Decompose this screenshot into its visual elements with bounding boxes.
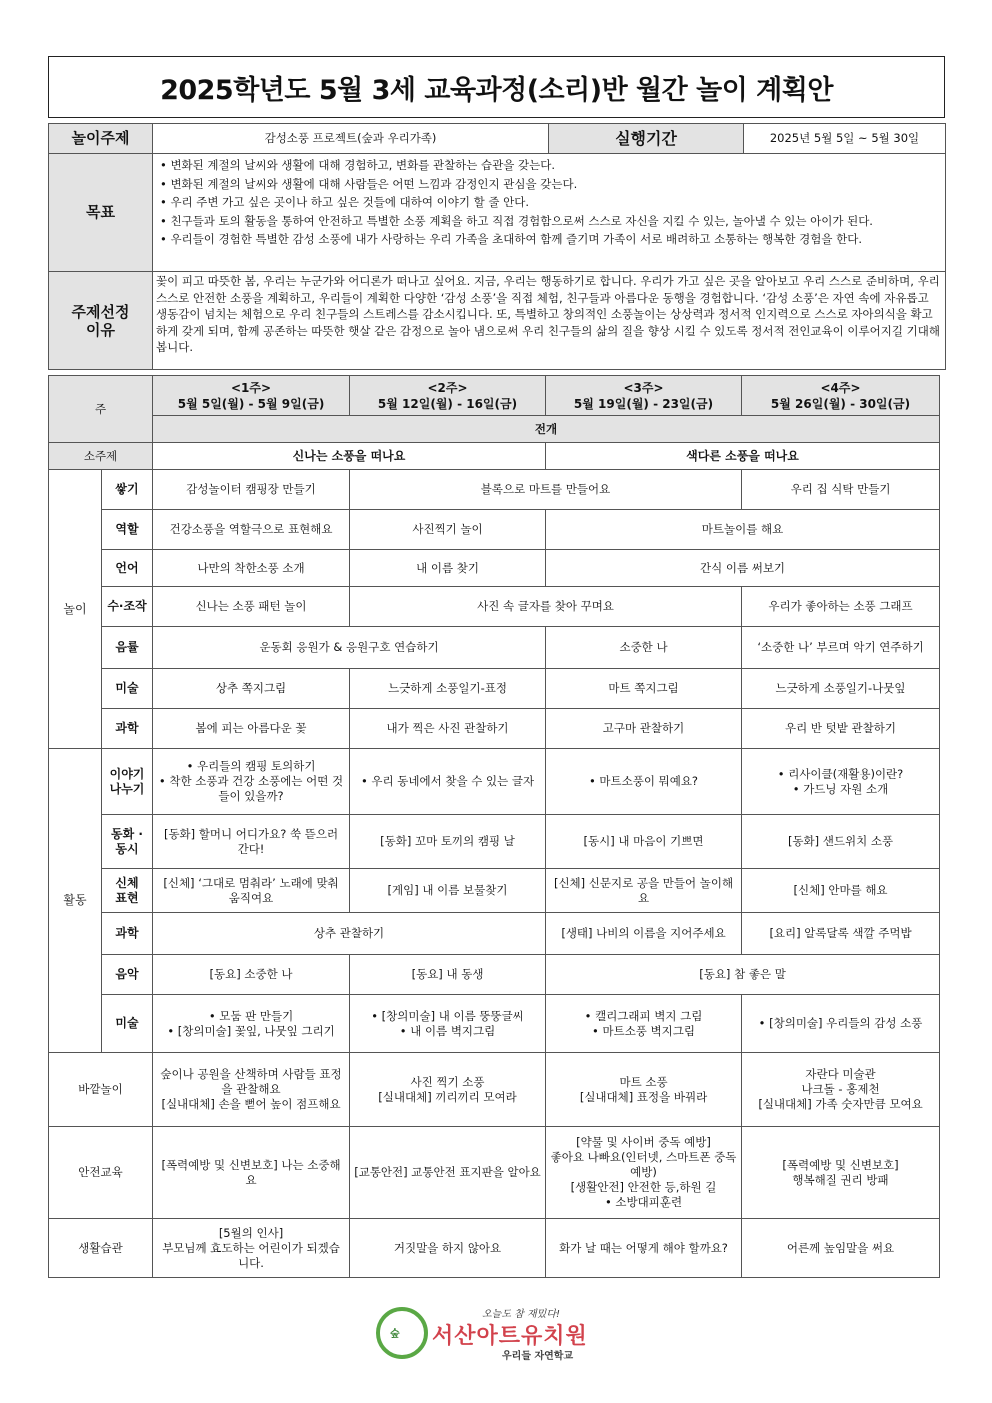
week-1-range: 5월 5일(월) - 5월 9일(금) bbox=[177, 396, 325, 411]
subtopic-2: 색다른 소풍을 떠나요 bbox=[546, 443, 940, 470]
play-sci-label: 과학 bbox=[102, 709, 153, 749]
list-item: • 우리 동네에서 찾을 수 있는 글자 bbox=[360, 774, 535, 788]
list-item: 화가 날 때는 어떻게 해야 할까요? bbox=[559, 1240, 728, 1255]
play-art-label: 미술 bbox=[102, 669, 153, 709]
week-4-range: 5월 26일(월) - 30일(금) bbox=[770, 396, 911, 411]
list-item: 숲이나 공원을 산책하며 사람들 표정을 관찰해요 bbox=[160, 1067, 342, 1096]
play-music-w3: 소중한 나 bbox=[546, 627, 742, 669]
safety-w2 bbox=[350, 1127, 546, 1219]
play-section-label: 놀이 bbox=[49, 470, 102, 749]
act-body-w3: [신체] 신문지로 공을 만들어 놀이해요 bbox=[546, 869, 742, 913]
list-item: 자란다 미술관 bbox=[805, 1067, 876, 1081]
act-art-w4 bbox=[742, 995, 940, 1053]
info-table bbox=[48, 123, 946, 370]
play-role-w1: 건강소풍을 역할극으로 표현해요 bbox=[153, 510, 350, 550]
list-item: • 리사이클(재활용)이란? bbox=[777, 766, 904, 781]
play-math-w2-3: 사진 속 글자를 찾아 꾸며요 bbox=[350, 587, 742, 627]
act-music-w1: [동요] 소중한 나 bbox=[153, 955, 350, 995]
list-item: [실내대체] 가족 숫자만큼 모여요 bbox=[758, 1097, 923, 1111]
week-3-range: 5월 19일(월) - 23일(금) bbox=[573, 396, 714, 411]
goal-item: • 우리들이 경험한 특별한 감성 소풍에 내가 사랑하는 우리 가족을 초대하여 함께 즐기며 가족이 서로 배려하고 소통하는 행복한 경험을 한다. bbox=[160, 232, 862, 246]
week-3-header bbox=[546, 376, 742, 416]
goal-list bbox=[153, 154, 946, 272]
list-item: [교통안전] 교통안전 표지판을 알아요 bbox=[354, 1165, 541, 1179]
play-block-w2-3: 블록으로 마트를 만들어요 bbox=[350, 470, 742, 510]
act-talk-w1 bbox=[153, 749, 350, 815]
play-math-label: 수·조작 bbox=[102, 587, 153, 627]
play-lang-label: 언어 bbox=[102, 550, 153, 587]
plan-table bbox=[48, 375, 940, 1278]
reason-label-text: 주제선정 이유 bbox=[71, 302, 130, 339]
play-sci-w1: 봄에 피는 아름다운 꽃 bbox=[153, 709, 350, 749]
act-talk-w4 bbox=[742, 749, 940, 815]
list-item: • [창의미술] 우리들의 감성 소풍 bbox=[758, 1016, 923, 1030]
act-music-label: 음악 bbox=[102, 955, 153, 995]
brand-name: 서산아트유치원 bbox=[432, 1324, 588, 1349]
outdoor-label: 바깥놀이 bbox=[49, 1053, 153, 1127]
list-item: [약물 및 사이버 중독 예방] bbox=[576, 1135, 711, 1149]
play-block-w1: 감성놀이터 캠핑장 만들기 bbox=[153, 470, 350, 510]
page-title: 2025학년도 5월 3세 교육과정(소리)반 월간 놀이 계획안 bbox=[160, 74, 833, 106]
act-story-label-text: 동화 · 동시 bbox=[111, 826, 143, 856]
subtopic-label: 소주제 bbox=[49, 443, 153, 470]
act-body-w1: [신체] ‘그대로 멈춰라’ 노래에 맞춰 움직여요 bbox=[153, 869, 350, 913]
reason-text: 꽃이 피고 따뜻한 봄, 우리는 누군가와 어디론가 떠나고 싶어요. 지금, 우리는 행동하기로 합니다. 우리가 가고 싶은 곳을 알아보고 우리 스스로 준비하며, 우리 스스로 안전한 소풍을 계획하고, 우리들이 계획한 다양한 ‘감성 소풍’을 직접 체험, 친구들과 아름다운 동행을 경험합니다. ‘감성 소풍’은 자연 속에 자유롭고 생동감이 넘치는 체험으로 우리 친구들의 스트레스를 감소시킵니다. 또, 특별하고 창의적인 소풍놀이는 상상력과 정서적 인지력으로 스스로 자아의식을 확고하게 갖게 되며, 함께 공존하는 따뜻한 햇살 같은 감정으로 놀아 냄으로써 우리 친구들의 삶의 질을 향상 시킬 수 있도록 정서적 전인교육이 이루어지길 기대해 봅니다. bbox=[153, 272, 946, 370]
play-lang-w1: 나만의 착한소풍 소개 bbox=[153, 550, 350, 587]
list-item: 나크돌 - 홍제천 bbox=[801, 1082, 880, 1096]
goal-item: • 친구들과 토의 활동을 통하여 안전하고 특별한 소풍 계획을 하고 직접 경험함으로써 스스로 자신을 지킬 수 있는, 놀아낼 수 있는 아이가 된다. bbox=[160, 213, 873, 228]
title-box bbox=[48, 56, 945, 118]
act-art-w1 bbox=[153, 995, 350, 1053]
play-art-w3: 마트 쪽지그림 bbox=[546, 669, 742, 709]
list-item: 어른께 높임말을 써요 bbox=[786, 1240, 895, 1255]
list-item: • 가드닝 자원 소개 bbox=[792, 781, 889, 796]
footer-logo bbox=[372, 1303, 622, 1363]
safety-w3 bbox=[546, 1127, 742, 1219]
outdoor-w3 bbox=[546, 1053, 742, 1127]
list-item: [폭력예방 및 신변보호] 나는 소중해요 bbox=[161, 1157, 341, 1187]
list-item: [실내대체] 표정을 바꿔라 bbox=[579, 1089, 708, 1104]
play-math-w4: 우리가 좋아하는 소풍 그래프 bbox=[742, 587, 940, 627]
play-block-label: 쌓기 bbox=[102, 470, 153, 510]
emblem-text: 숲 bbox=[390, 1329, 400, 1340]
list-item: 좋아요 나빠요(인터넷, 스마트폰 중독 예방) bbox=[550, 1150, 737, 1179]
play-math-w1: 신나는 소풍 패턴 놀이 bbox=[153, 587, 350, 627]
act-body-w2: [게임] 내 이름 보물찾기 bbox=[350, 869, 546, 913]
safety-w4 bbox=[742, 1127, 940, 1219]
act-story-w3: [동시] 내 마음이 기쁘면 bbox=[546, 815, 742, 869]
week-3-num: <3주> bbox=[623, 380, 664, 395]
week-4-num: <4주> bbox=[820, 380, 861, 395]
outdoor-w4 bbox=[742, 1053, 940, 1127]
goal-item: • 변화된 계절의 날씨와 생활에 대해 사람들은 어떤 느낌과 감정인지 관심을 갖는다. bbox=[160, 176, 578, 191]
theme-label: 놀이주제 bbox=[49, 124, 153, 154]
list-item: 사진 찍기 소풍 bbox=[410, 1074, 485, 1089]
reason-label bbox=[49, 272, 153, 370]
activity-section-label: 활동 bbox=[49, 749, 102, 1053]
list-item: [생활안전] 안전한 등,하원 길 bbox=[570, 1180, 717, 1194]
act-sci-w1-2: 상추 관찰하기 bbox=[153, 913, 546, 955]
act-story-w4: [동화] 샌드위치 소풍 bbox=[742, 815, 940, 869]
list-item: • 착한 소풍과 건강 소풍에는 어떤 것들이 있을까? bbox=[158, 774, 344, 803]
play-role-label: 역할 bbox=[102, 510, 153, 550]
list-item: 마트 소풍 bbox=[619, 1074, 668, 1089]
act-body-label-text: 신체 표현 bbox=[115, 875, 139, 905]
act-talk-w2 bbox=[350, 749, 546, 815]
list-item: • 내 이름 벽지그림 bbox=[399, 1023, 496, 1038]
habit-w4 bbox=[742, 1219, 940, 1278]
act-talk-label: 이야기 나누기 bbox=[102, 749, 153, 815]
goal-label: 목표 bbox=[49, 154, 153, 272]
act-music-w2: [동요] 내 동생 bbox=[350, 955, 546, 995]
kindergarten-emblem bbox=[376, 1307, 428, 1359]
period-label: 실행기간 bbox=[549, 124, 744, 154]
list-item: 거짓말을 하지 않아요 bbox=[393, 1240, 502, 1255]
act-art-label: 미술 bbox=[102, 995, 153, 1053]
play-lang-w3-4: 간식 이름 써보기 bbox=[546, 550, 940, 587]
list-item: [5월의 인사] bbox=[218, 1225, 284, 1240]
play-lang-w2: 내 이름 찾기 bbox=[350, 550, 546, 587]
play-art-w1: 상추 쪽지그림 bbox=[153, 669, 350, 709]
outdoor-w1 bbox=[153, 1053, 350, 1127]
habit-label: 생활습관 bbox=[49, 1219, 153, 1278]
play-music-w1-2: 운동회 응원가 & 응원구호 연습하기 bbox=[153, 627, 546, 669]
list-item: • 캘리그래피 벽지 그림 bbox=[584, 1008, 703, 1023]
goal-item: • 변화된 계절의 날씨와 생활에 대해 경험하고, 변화를 관찰하는 습관을 갖는다. bbox=[160, 158, 556, 172]
period-value: 2025년 5월 5일 ~ 5월 30일 bbox=[744, 124, 946, 154]
act-story-w2: [동화] 꼬마 토끼의 캠핑 날 bbox=[350, 815, 546, 869]
week-1-header bbox=[153, 376, 350, 416]
act-art-w2 bbox=[350, 995, 546, 1053]
play-sci-w3: 고구마 관찰하기 bbox=[546, 709, 742, 749]
safety-label: 안전교육 bbox=[49, 1127, 153, 1219]
act-talk-w3 bbox=[546, 749, 742, 815]
week-2-header bbox=[350, 376, 546, 416]
list-item: • 소방대피훈련 bbox=[604, 1195, 683, 1209]
list-item: • 마트소풍 벽지그림 bbox=[592, 1023, 695, 1038]
play-music-label: 음률 bbox=[102, 627, 153, 669]
play-sci-w2: 내가 찍은 사진 관찰하기 bbox=[350, 709, 546, 749]
list-item: [실내대체] 손을 뻗어 높이 점프해요 bbox=[161, 1097, 341, 1111]
week-label: 주 bbox=[49, 376, 153, 443]
act-story-w1: [동화] 할머니 어디가요? 쑥 뜯으러 간다! bbox=[153, 815, 350, 869]
goal-item: • 우리 주변 가고 싶은 곳이나 하고 싶은 것들에 대하여 이야기 할 줄 안다. bbox=[160, 195, 530, 209]
list-item: 행복해질 권리 방패 bbox=[792, 1172, 889, 1187]
brand-slogan: 오늘도 참 재밌다! bbox=[482, 1309, 560, 1320]
act-music-w3-4: [동요] 참 좋은 말 bbox=[546, 955, 940, 995]
act-sci-w3: [생태] 나비의 이름을 지어주세요 bbox=[546, 913, 742, 955]
week-1-num: <1주> bbox=[230, 380, 272, 395]
development-header: 전개 bbox=[153, 416, 940, 443]
list-item: • 모둠 판 만들기 bbox=[208, 1008, 294, 1023]
brand-subtitle: 우리들 자연학교 bbox=[502, 1351, 574, 1362]
outdoor-w2 bbox=[350, 1053, 546, 1127]
theme-value: 감성소풍 프로젝트(숲과 우리가족) bbox=[153, 124, 549, 154]
play-role-w3-4: 마트놀이를 해요 bbox=[546, 510, 940, 550]
act-story-label bbox=[102, 815, 153, 869]
play-sci-w4: 우리 반 텃밭 관찰하기 bbox=[742, 709, 940, 749]
habit-w1 bbox=[153, 1219, 350, 1278]
act-sci-label: 과학 bbox=[102, 913, 153, 955]
play-music-w4: ‘소중한 나’ 부르며 악기 연주하기 bbox=[742, 627, 940, 669]
safety-w1 bbox=[153, 1127, 350, 1219]
subtopic-1: 신나는 소풍을 떠나요 bbox=[153, 443, 546, 470]
list-item: [실내대체] 끼리끼리 모여라 bbox=[378, 1089, 517, 1104]
list-item: [폭력예방 및 신변보호] bbox=[782, 1157, 899, 1172]
week-2-range: 5월 12일(월) - 16일(금) bbox=[377, 396, 518, 411]
list-item: • [창의미술] 내 이름 뚱뚱글씨 bbox=[371, 1008, 524, 1023]
habit-w2 bbox=[350, 1219, 546, 1278]
play-role-w2: 사진찍기 놀이 bbox=[350, 510, 546, 550]
act-sci-w4: [요리] 알록달록 색깔 주먹밥 bbox=[742, 913, 940, 955]
week-2-num: <2주> bbox=[427, 380, 468, 395]
list-item: • 마트소풍이 뭐예요? bbox=[588, 774, 699, 788]
habit-w3 bbox=[546, 1219, 742, 1278]
act-body-label bbox=[102, 869, 153, 913]
act-art-w3 bbox=[546, 995, 742, 1053]
act-body-w4: [신체] 안마를 해요 bbox=[742, 869, 940, 913]
list-item: • [창의미술] 꽃잎, 나뭇잎 그리기 bbox=[167, 1023, 335, 1038]
play-art-w4: 느긋하게 소풍일기-나뭇잎 bbox=[742, 669, 940, 709]
week-4-header bbox=[742, 376, 940, 416]
play-block-w4: 우리 집 식탁 만들기 bbox=[742, 470, 940, 510]
play-art-w2: 느긋하게 소풍일기-표정 bbox=[350, 669, 546, 709]
list-item: 부모님께 효도하는 어린이가 되겠습니다. bbox=[162, 1240, 340, 1270]
list-item: • 우리들의 캠핑 토의하기 bbox=[186, 759, 316, 773]
